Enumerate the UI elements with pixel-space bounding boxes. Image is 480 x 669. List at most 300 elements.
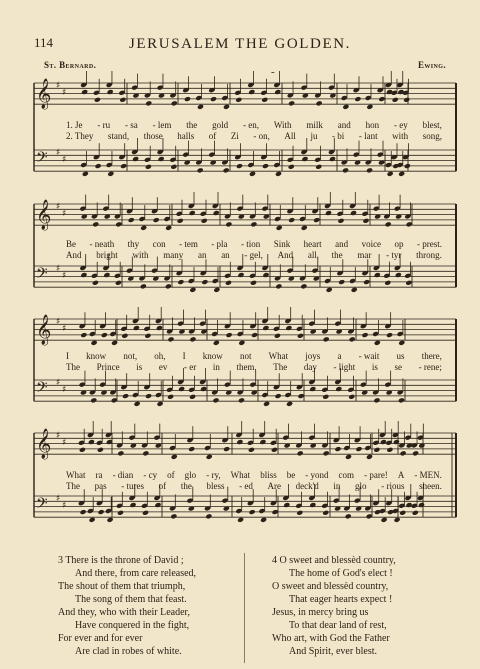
verse-line: And there, from care released, [75, 568, 197, 579]
sharp-sign: ♯ [56, 494, 61, 504]
lyric-line [66, 470, 442, 480]
tune-name: St. Bernard. [44, 60, 97, 70]
note-head [345, 454, 352, 460]
note-head [95, 163, 102, 169]
lyric-syllable: and [335, 239, 349, 249]
lyric-syllable: - bi [332, 131, 345, 141]
note-head [142, 450, 149, 456]
note-head [94, 97, 101, 103]
lyric-syllable: 2. They [66, 131, 94, 141]
note-head [313, 217, 320, 223]
note-head [345, 513, 352, 519]
lyric-syllable: of [167, 470, 175, 480]
verse-divider [244, 553, 245, 663]
composer-name: Ewing. [418, 60, 446, 70]
sharp-sign: ♯ [62, 438, 67, 448]
note-head [309, 502, 316, 508]
note-head [249, 509, 256, 515]
note-head [361, 332, 368, 338]
verse-line: The shout of them that triumph, [58, 581, 186, 592]
note-head [89, 517, 96, 523]
verse-line: Have conquered in the fight, [75, 620, 190, 631]
note-head [197, 167, 204, 173]
note-head [274, 89, 281, 95]
note-head [92, 221, 99, 227]
note-head [189, 336, 196, 342]
lyric-syllable: in [212, 362, 220, 372]
lyric-syllable: not, [123, 351, 138, 361]
lyric-syllable: - prest. [416, 239, 442, 249]
lyric-syllable: bliss [260, 470, 277, 480]
note-head [90, 397, 97, 403]
note-head [236, 439, 243, 445]
sharp-sign: ♯ [62, 385, 67, 395]
note-head [300, 283, 307, 289]
note-head [120, 163, 127, 169]
note-head [363, 279, 370, 285]
verse-line: And they, who with their Leader, [58, 607, 190, 618]
lyric-syllable: And [66, 250, 82, 260]
verse-line: 4 O sweet and blessèd country, [272, 555, 396, 566]
lyric-syllable: thy [127, 239, 140, 249]
note-head [274, 333, 281, 339]
note-head [97, 447, 104, 453]
note-head [275, 171, 282, 177]
verse-line: O sweet and blessèd country, [272, 581, 389, 592]
lyric-syllable: op [394, 239, 404, 249]
note-head [158, 156, 165, 162]
verse-line: That eager hearts expect ! [289, 594, 393, 605]
lyric-line [66, 362, 442, 372]
note-head [82, 171, 89, 177]
note-head [223, 104, 230, 110]
lyric-syllable: ev [158, 362, 168, 372]
lyric-syllable: oh, [154, 351, 166, 361]
lyric-syllable: sheen. [419, 481, 442, 491]
note-head [366, 167, 373, 173]
sharp-sign: ♯ [62, 155, 67, 165]
lyric-syllable: - lant [358, 131, 378, 141]
lyric-syllable: What [230, 470, 251, 480]
lyric-syllable: - wait [358, 351, 380, 361]
lyric-syllable: With [273, 120, 292, 130]
lyric-syllable: those [143, 131, 163, 141]
note-head [140, 283, 147, 289]
lyric-line [66, 239, 442, 249]
note-head [326, 287, 333, 293]
sharp-sign: ♯ [56, 148, 61, 158]
note-head [154, 502, 161, 508]
lyric-syllable: an [221, 250, 230, 260]
lyric-syllable: - ry, [206, 470, 221, 480]
note-head [184, 96, 191, 102]
lyric-syllable: Be [66, 239, 76, 249]
note-head [286, 401, 293, 407]
sharp-sign: ♯ [62, 209, 67, 219]
note-head [366, 104, 373, 110]
sharp-sign: ♯ [56, 81, 61, 91]
lyric-syllable: - on, [253, 131, 270, 141]
note-head [261, 97, 268, 103]
lyric-syllable: All [284, 131, 296, 141]
lyric-syllable: not [239, 351, 252, 361]
note-head [334, 446, 341, 452]
lyric-syllable: ra [95, 470, 103, 480]
lyric-line [66, 120, 442, 130]
lyric-syllable: in [333, 481, 341, 491]
note-head [213, 287, 220, 293]
note-head [260, 517, 267, 523]
note-head [296, 510, 303, 516]
lyric-line [66, 351, 442, 361]
lyric-syllable: - pare! [364, 470, 388, 480]
lyric-syllable: the [331, 250, 343, 260]
verse-line: Jesus, in mercy bring us [272, 607, 369, 618]
note-head [98, 509, 105, 515]
note-head [322, 394, 329, 400]
note-head [283, 502, 290, 508]
note-head [189, 394, 196, 400]
note-head [107, 171, 114, 177]
note-head [128, 217, 135, 223]
lyric-syllable: a [337, 351, 342, 361]
note-head [374, 340, 381, 346]
lyric-syllable: mar [357, 250, 372, 260]
lyric-syllable: com [338, 470, 355, 480]
lyric-syllable: - en, [243, 120, 260, 130]
note-head [285, 325, 292, 331]
lyric-syllable: is [371, 362, 378, 372]
dash-mark: - [271, 66, 275, 78]
lyric-syllable: stand, [107, 131, 130, 141]
lyric-line [66, 250, 442, 260]
bass-clef: 𝄢 [36, 265, 48, 286]
note-head [373, 397, 380, 403]
note-head [132, 156, 139, 162]
note-head [236, 163, 243, 169]
page-number: 114 [34, 35, 54, 50]
note-head [301, 156, 308, 162]
lyric-syllable: of [158, 481, 167, 491]
note-head [262, 272, 269, 278]
note-head [262, 325, 269, 331]
note-head [386, 447, 393, 453]
note-head [165, 225, 172, 231]
lyric-syllable: with [392, 131, 409, 141]
note-head [250, 221, 257, 227]
note-head [354, 96, 361, 102]
note-head [418, 502, 425, 508]
sharp-sign: ♯ [56, 264, 61, 274]
lyric-syllable: throng. [416, 250, 442, 260]
note-head [79, 447, 86, 453]
note-head [288, 100, 295, 106]
verse-line: 3 There is the throne of David ; [58, 555, 184, 566]
note-head [323, 450, 330, 456]
note-head [259, 439, 266, 445]
note-head [226, 332, 233, 338]
note-head [223, 167, 230, 173]
lyric-syllable: - sa [125, 120, 138, 130]
bass-clef: 𝄢 [36, 379, 48, 400]
lyric-syllable: I [66, 351, 69, 361]
sharp-sign: ♯ [56, 378, 61, 388]
lyric-syllable: - lem [152, 120, 172, 130]
lyric-syllable: glo [184, 470, 197, 480]
note-head [235, 97, 242, 103]
lyric-syllable: the [186, 120, 198, 130]
lyric-syllable: them, [236, 362, 257, 372]
lyric-syllable: Zi [230, 131, 239, 141]
note-head [275, 393, 282, 399]
note-head [351, 287, 358, 293]
note-head [315, 164, 322, 170]
sharp-sign: ♯ [62, 324, 67, 334]
lyric-syllable: hon [365, 120, 380, 130]
note-head [385, 221, 392, 227]
note-head [171, 100, 178, 106]
lyric-syllable: - tion [240, 239, 261, 249]
note-head [107, 517, 114, 523]
note-head [91, 340, 98, 346]
note-head [403, 97, 410, 103]
verse-4 [272, 554, 396, 658]
lyric-syllable: and [337, 120, 351, 130]
note-head [225, 280, 232, 286]
note-head [392, 97, 399, 103]
note-head [276, 225, 283, 231]
note-head [355, 446, 362, 452]
note-head [322, 510, 329, 516]
treble-clef: 𝄞 [36, 200, 52, 230]
note-head [412, 510, 419, 516]
sharp-sign: ♯ [56, 431, 61, 441]
lyric-syllable: heart [303, 239, 322, 249]
note-head [115, 280, 122, 286]
note-head [394, 517, 401, 523]
lyric-syllable: an [197, 250, 207, 260]
note-head [171, 454, 178, 460]
note-head [237, 272, 244, 278]
note-head [157, 401, 164, 407]
verse-line: The song of them that feast. [75, 594, 187, 605]
lyric-line [66, 131, 442, 141]
lyric-syllable: Are [267, 481, 281, 491]
note-head [178, 386, 185, 392]
lyric-syllable: What [268, 351, 289, 361]
note-head [342, 167, 349, 173]
lyric-syllable: I [182, 351, 186, 361]
note-head [325, 210, 332, 216]
note-head [288, 164, 295, 170]
note-head [170, 513, 177, 519]
note-head [225, 221, 232, 227]
lyric-syllable: pas [94, 481, 107, 491]
note-head [275, 283, 282, 289]
treble-clef: 𝄞 [36, 429, 52, 459]
note-head [145, 100, 152, 106]
lyric-syllable: joys [305, 351, 321, 361]
verse-line: To that dear land of rest, [289, 620, 387, 631]
note-head [373, 447, 380, 453]
lyric-syllable: - light [333, 362, 356, 372]
lyric-syllable: - pla [211, 239, 228, 249]
lyric-syllable: know [86, 351, 107, 361]
note-head [201, 279, 208, 285]
lyric-syllable: bright [96, 250, 118, 260]
sharp-sign: ♯ [62, 501, 67, 511]
note-head [145, 164, 152, 170]
note-head [337, 218, 344, 224]
lyric-syllable: Prince [96, 362, 120, 372]
lyric-syllable: - ru [97, 120, 111, 130]
note-head [309, 386, 316, 392]
note-head [133, 325, 140, 331]
note-head [316, 100, 323, 106]
lyric-syllable: - yond [305, 470, 329, 480]
note-head [223, 446, 230, 452]
note-head [350, 210, 357, 216]
lyric-syllable: voice [361, 239, 382, 249]
note-head [121, 333, 128, 339]
lyric-syllable: - neath [89, 239, 115, 249]
lyric-syllable: glo [355, 481, 367, 491]
lyric-syllable: bless [206, 481, 225, 491]
note-head [378, 96, 385, 102]
note-head [248, 89, 255, 95]
verse-line: And Spirit, ever blest. [289, 646, 378, 657]
lyric-syllable: be [286, 470, 296, 480]
verse-line: Who art, with God the Father [272, 633, 390, 644]
lyric-syllable: of [208, 131, 217, 141]
verse-line: Are clad in robes of white. [75, 646, 182, 657]
lyric-syllable: 1. Je [66, 120, 83, 130]
note-head [145, 393, 152, 399]
note-head [348, 394, 355, 400]
note-head [338, 279, 345, 285]
bass-clef: 𝄢 [36, 495, 48, 516]
note-head [177, 279, 184, 285]
note-head [301, 225, 308, 231]
note-head [92, 280, 99, 286]
lyric-syllable: blest, [422, 120, 442, 130]
lyric-syllable: - tem [179, 239, 198, 249]
note-head [213, 340, 220, 346]
lyric-syllable: - MEN. [414, 470, 442, 480]
note-head [197, 104, 204, 110]
note-head [167, 394, 174, 400]
note-head [387, 171, 394, 177]
verse-line: For ever and for ever [58, 633, 143, 644]
note-head [263, 401, 270, 407]
note-head [366, 454, 373, 460]
note-head [349, 336, 356, 342]
note-head [111, 340, 118, 346]
lyric-syllable: song, [422, 131, 442, 141]
lyric-syllable: halls [177, 131, 195, 141]
note-head [251, 332, 258, 338]
note-head [117, 450, 124, 456]
note-head [412, 450, 419, 456]
note-head [335, 386, 342, 392]
lyric-syllable: se [394, 362, 402, 372]
note-head [381, 517, 388, 523]
note-head [206, 454, 213, 460]
note-head [101, 332, 108, 338]
hymn-title: JERUSALEM THE GOLDEN. [128, 36, 352, 52]
lyric-syllable: ju [310, 131, 318, 141]
note-head [262, 163, 269, 169]
note-head [249, 171, 256, 177]
lyric-syllable: know [202, 351, 223, 361]
note-head [201, 218, 208, 224]
note-head [210, 96, 217, 102]
lyric-syllable: A [397, 470, 405, 480]
lyric-syllable: all [307, 250, 317, 260]
note-head [362, 218, 369, 224]
note-head [170, 164, 177, 170]
note-head [386, 332, 393, 338]
lyric-syllable: there, [421, 351, 442, 361]
note-head [400, 450, 407, 456]
note-head [189, 210, 196, 216]
note-head [238, 397, 245, 403]
note-head [329, 156, 336, 162]
lyric-syllable: - cy [143, 470, 158, 480]
lyric-syllable: con [152, 239, 166, 249]
lyric-syllable: deck'd [295, 481, 319, 491]
note-head [134, 401, 141, 407]
lyric-syllable: the [180, 481, 192, 491]
lyric-syllable: is [136, 362, 143, 372]
lyric-syllable: with [132, 250, 149, 260]
note-head [213, 210, 220, 216]
sharp-sign: ♯ [62, 88, 67, 98]
lyric-syllable: milk [306, 120, 323, 130]
lyric-syllable: - dian [112, 470, 134, 480]
lyric-syllable: The [66, 481, 80, 491]
lyric-syllable: - tyr [386, 250, 402, 260]
note-head [374, 272, 381, 278]
note-head [167, 336, 174, 342]
note-head [115, 221, 122, 227]
note-head [250, 280, 257, 286]
note-head [153, 217, 160, 223]
note-head [297, 450, 304, 456]
lyric-syllable: What [66, 470, 86, 480]
bass-clef: 𝄢 [36, 149, 48, 170]
lyric-syllable: Sink [273, 239, 291, 249]
note-head [398, 171, 405, 177]
sharp-sign: ♯ [62, 271, 67, 281]
note-head [142, 510, 149, 516]
note-head [398, 340, 405, 346]
note-head [323, 336, 330, 342]
lyric-syllable: - rious [381, 481, 405, 491]
verse-line: The home of God's elect ! [289, 568, 393, 579]
note-head [144, 333, 151, 339]
note-head [405, 502, 412, 508]
note-head [395, 272, 402, 278]
lyric-syllable: - tures [121, 481, 145, 491]
note-head [237, 517, 244, 523]
note-head [80, 272, 87, 278]
note-head [107, 89, 114, 95]
note-head [189, 287, 196, 293]
note-head [81, 89, 88, 95]
note-head [399, 510, 406, 516]
note-head [238, 340, 245, 346]
